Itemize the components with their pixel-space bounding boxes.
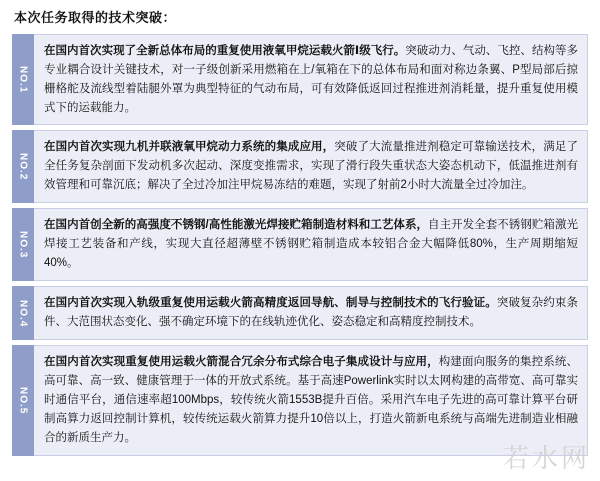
item-badge-5: NO.5 <box>12 345 34 456</box>
list-item <box>12 130 588 203</box>
item-badge-2: NO.2 <box>12 130 34 203</box>
item-rest-1: 突破动力、气动、飞控、结构等多专业耦合设计关键技术，对一子级创新采用燃箱在上/氧箱在下的总体布局和面对称边条翼、P型局部后掠栅格舵及流线型着陆腿外罩为典型特征的气动布局，可有效降低返回过程推进剂消耗量，提升重复使用模式下的运载能力。 <box>44 44 578 114</box>
item-badge-4: NO.4 <box>12 286 34 340</box>
item-rest-2: 突破了大流量推进剂稳定可靠输送技术，满足了全任务复杂剖面下发动机多次起动、深度变推需求，实现了滑行段失重状态大姿态机动下，低温推进剂有效管理和可靠沉底；解决了全过冷加注甲烷易冻结的难题，实现了射前2小时大流量全过冷加注。 <box>44 141 579 192</box>
breakthrough-list <box>12 34 588 456</box>
list-item <box>12 34 588 126</box>
item-body-4 <box>34 286 588 340</box>
item-body-1 <box>34 34 588 126</box>
list-item <box>12 345 588 456</box>
item-body-5 <box>34 345 588 456</box>
item-lead-4: 在国内首次实现入轨级重复使用运载火箭高精度返回导航、制导与控制技术的飞行验证。 <box>44 297 497 310</box>
item-rest-4: 突破复杂约束条件、大范围状态变化、强不确定环境下的在线轨迹优化、姿态稳定和高精度控制技术。 <box>44 297 578 329</box>
item-body-3 <box>34 208 588 281</box>
item-rest-3: 自主开发全套不锈钢贮箱激光焊接工艺装备和产线，实现大直径超薄壁不锈钢贮箱制造成本较铝合金大幅降低80%，生产周期缩短40%。 <box>44 219 578 270</box>
item-badge-1: NO.1 <box>12 34 34 126</box>
item-rest-5: 构建面向服务的集控系统、高可靠、高一致、健康管理于一体的开放式系统。基于高速Powerlink实时以太网构建的高带宽、高可靠实时通信平台，通信速率超100Mbps，较传统火箭1553B提升百倍。采用汽车电子先进的高可靠计算平台研制高算力返回控制计算机，较传统运载火箭算力提升10倍以上，打造火箭新电系统与高端先进制造业相融合的新质生产力。 <box>44 356 579 445</box>
item-lead-1: 在国内首次实现了全新总体布局的重复使用液氧甲烷运载火箭Ⅰ级飞行。 <box>44 44 406 57</box>
item-lead-5: 在国内首次实现重复使用运载火箭混合冗余分布式综合电子集成设计与应用， <box>44 356 439 369</box>
list-item <box>12 208 588 281</box>
list-item <box>12 286 588 340</box>
item-lead-2: 在国内首次实现九机并联液氧甲烷动力系统的集成应用， <box>44 141 335 154</box>
item-badge-3: NO.3 <box>12 208 34 281</box>
item-body-2 <box>34 130 588 203</box>
item-lead-3: 在国内首创全新的高强度不锈钢/高性能激光焊接贮箱制造材料和工艺体系， <box>44 219 429 232</box>
page-title: 本次任务取得的技术突破： <box>14 10 177 25</box>
watermark: 若水网 <box>502 444 590 474</box>
